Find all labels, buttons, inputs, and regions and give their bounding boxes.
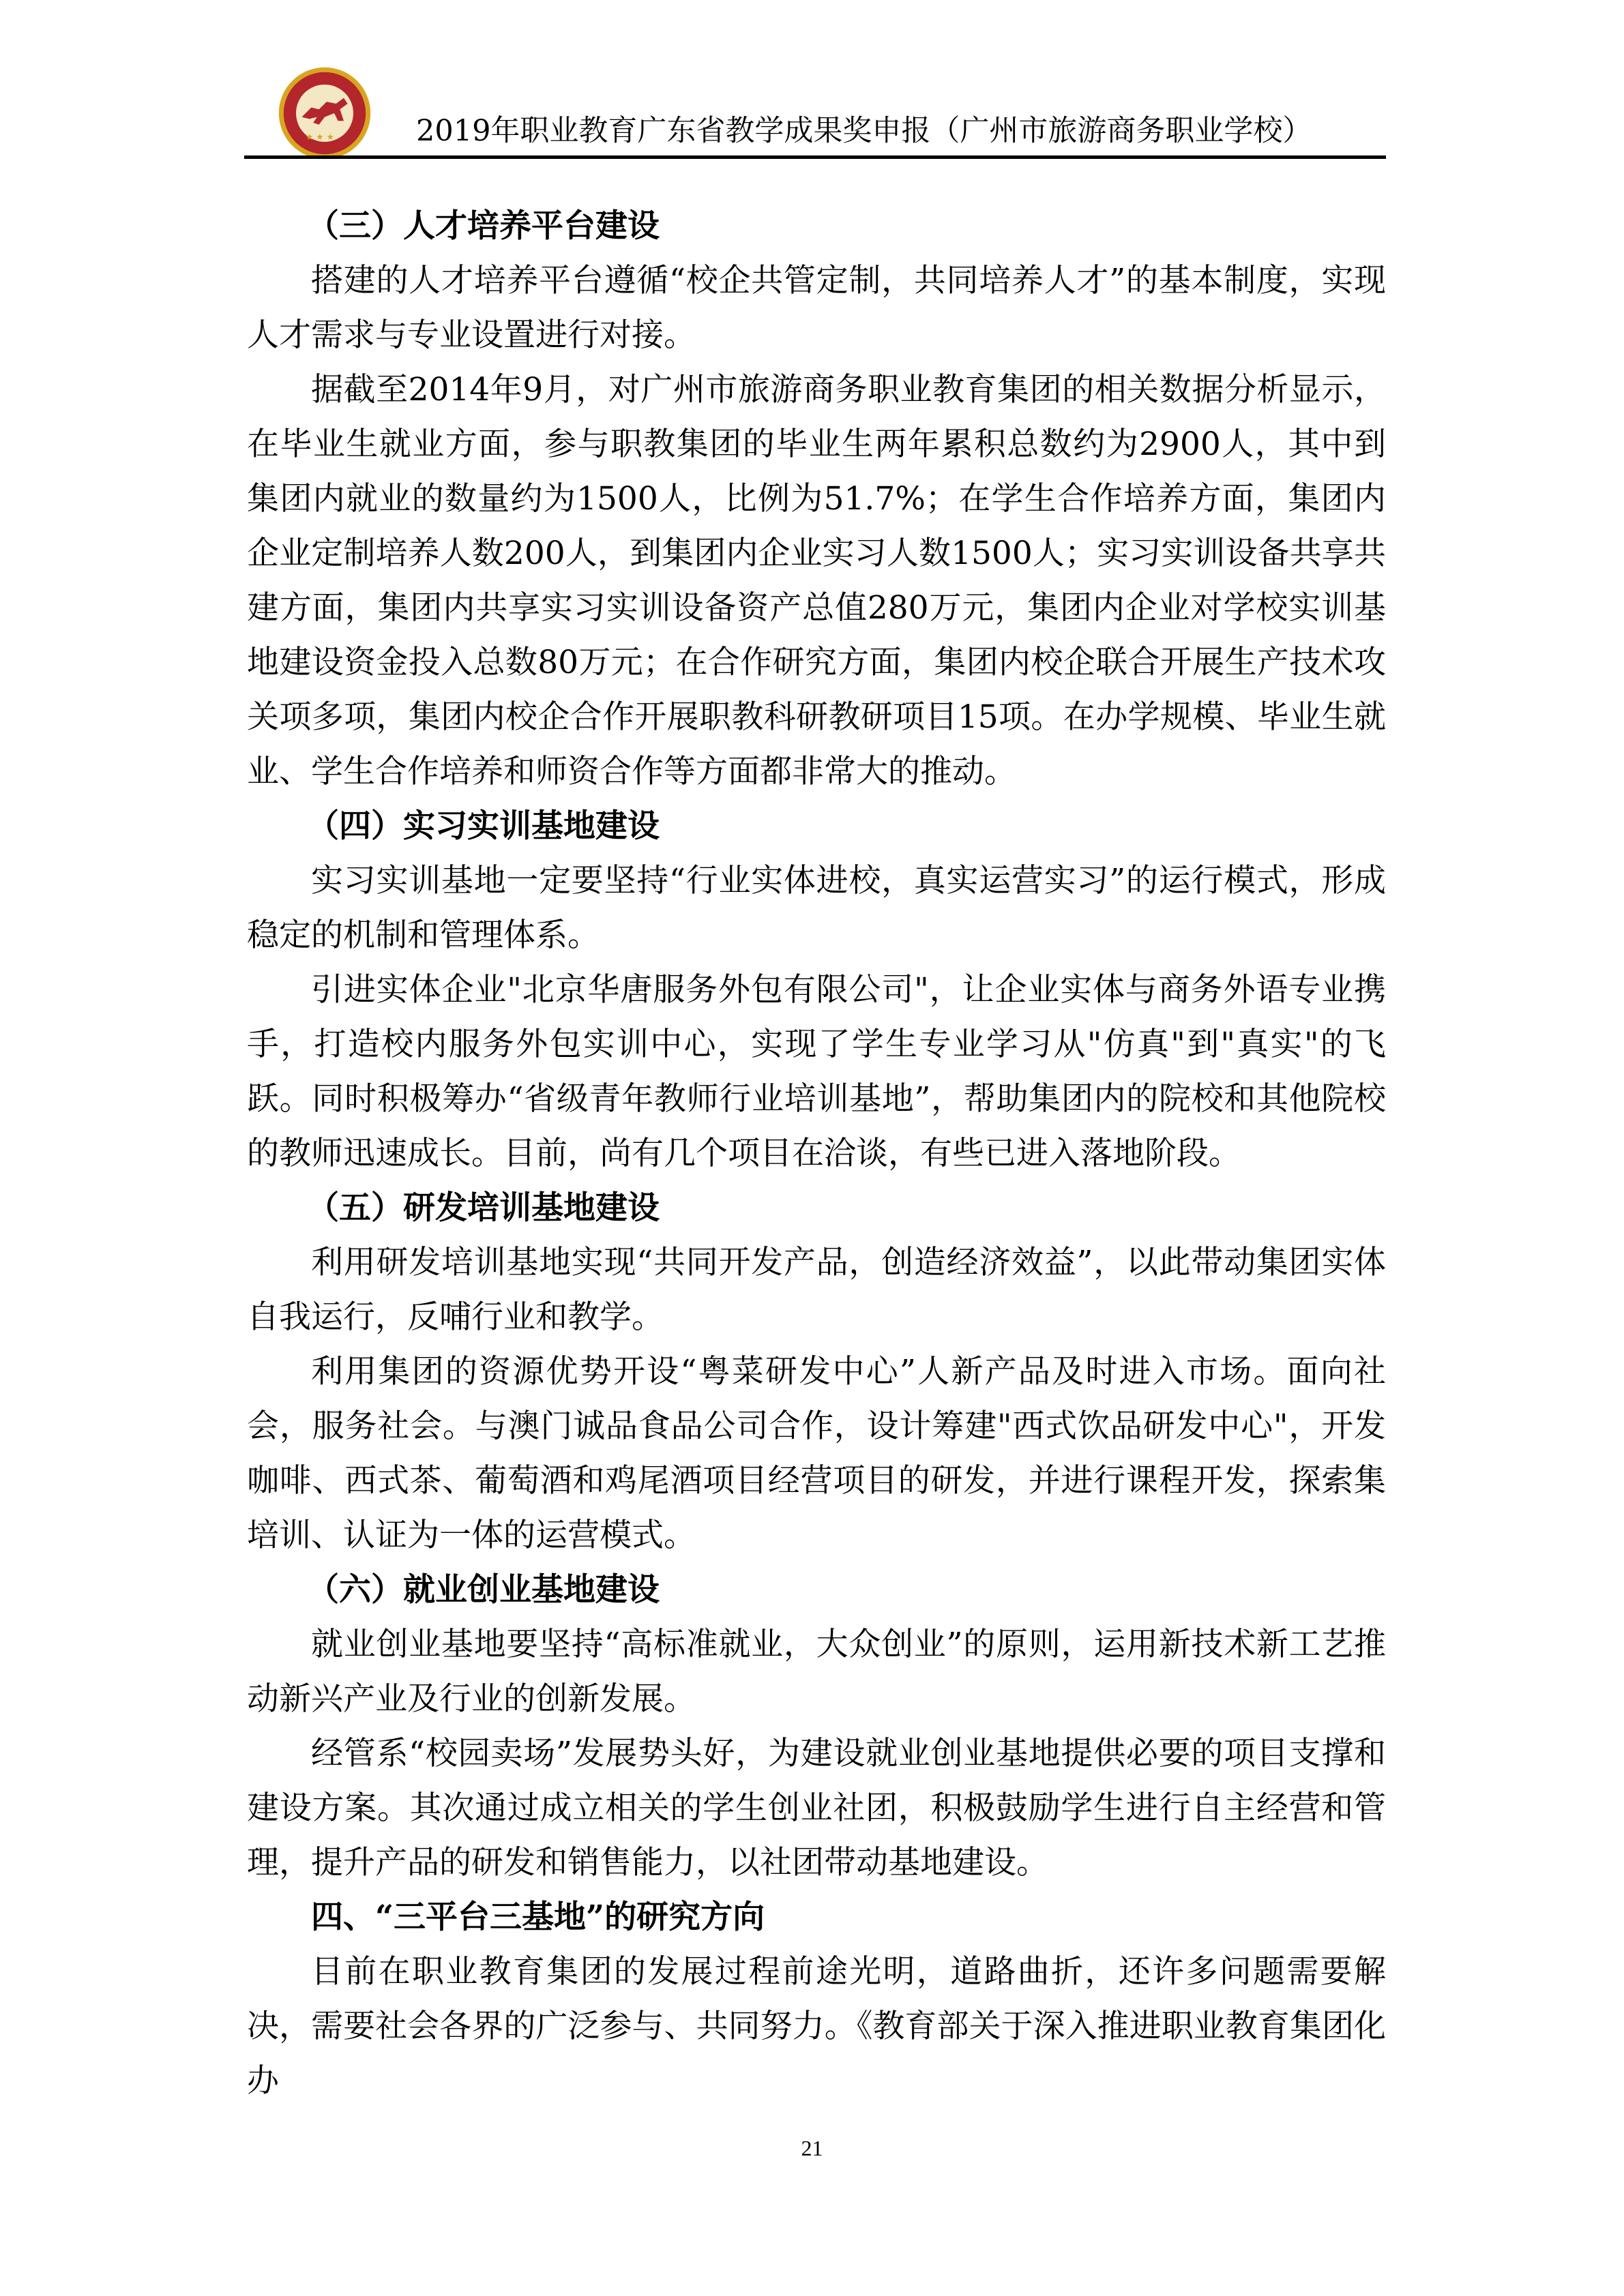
paragraph: 据截至2014年9月，对广州市旅游商务职业教育集团的相关数据分析显示，在毕业生就业方面，参与职教集团的毕业生两年累积总数约为2900人，其中到集团内就业的数量约为1500人，比例为51.7%；在学生合作培养方面，集团内企业定制培养人数200人，到集团内企业实习人数1500人；实习实训设备共享共建方面，集团内共享实习实训设备资产总值280万元，集团内企业对学校实训基地建设资金投入总数80万元；在合作研究方面，集团内校企联合开展生产技术攻关项多项，集团内校企合作开展职教科研教研项目15项。在办学规模、毕业生就业、学生合作培养和师资合作等方面都非常大的推动。 [247, 371, 1386, 790]
section-heading-6: （六）就业创业基地建设 [307, 1571, 660, 1609]
section-heading-5: （五）研发培训基地建设 [307, 1189, 660, 1227]
chapter-heading-4: 四、“三平台三基地”的研究方向 [311, 1898, 765, 1936]
section-heading-3: （三）人才培养平台建设 [307, 207, 660, 245]
page-number: 21 [801, 2136, 823, 2160]
section-heading-4: （四）实习实训基地建设 [307, 807, 660, 845]
paragraph: 搭建的人才培养平台遵循“校企共管定制，共同培养人才”的基本制度，实现人才需求与专业设置进行对接。 [247, 262, 1386, 354]
main-content [247, 199, 1386, 2108]
svg-text:★ ★ ★: ★ ★ ★ [306, 132, 334, 143]
paragraph: 引进实体企业"北京华唐服务外包有限公司"，让企业实体与商务外语专业携手，打造校内服务外包实训中心，实现了学生专业学习从"仿真"到"真实"的飞跃。同时积极筹办“省级青年教师行业培训基地”，帮助集团内的院校和其他院校的教师迅速成长。目前，尚有几个项目在洽谈，有些已进入落地阶段。 [247, 971, 1386, 1172]
paragraph: 利用集团的资源优势开设“粤菜研发中心”人新产品及时进入市场。面向社会，服务社会。与澳门诚品食品公司合作，设计筹建"西式饮品研发中心"，开发咖啡、西式茶、葡萄酒和鸡尾酒项目经营项目的研发，并进行课程开发，探索集培训、认证为一体的运营模式。 [247, 1353, 1386, 1554]
paragraph: 就业创业基地要坚持“高标准就业，大众创业”的原则，运用新技术新工艺推动新兴产业及行业的创新发展。 [247, 1626, 1386, 1718]
paragraph: 目前在职业教育集团的发展过程前途光明，道路曲折，还许多问题需要解决，需要社会各界的广泛参与、共同努力。《教育部关于深入推进职业教育集团化办 [247, 1953, 1386, 2100]
paragraph: 实习实训基地一定要坚持“行业实体进校，真实运营实习”的运行模式，形成稳定的机制和管理体系。 [247, 862, 1386, 954]
header-title: 2019年职业教育广东省教学成果奖申报（广州市旅游商务职业学校） [416, 114, 1312, 148]
paragraph: 经管系“校园卖场”发展势头好，为建设就业创业基地提供必要的项目支撑和建设方案。其次通过成立相关的学生创业社团，积极鼓励学生进行自主经营和管理，提升产品的研发和销售能力，以社团带动基地建设。 [247, 1735, 1386, 1881]
paragraph: 利用研发培训基地实现“共同开发产品，创造经济效益”，以此带动集团实体自我运行，反哺行业和教学。 [247, 1244, 1386, 1336]
header-divider [244, 155, 1386, 159]
school-emblem-icon [277, 65, 372, 161]
